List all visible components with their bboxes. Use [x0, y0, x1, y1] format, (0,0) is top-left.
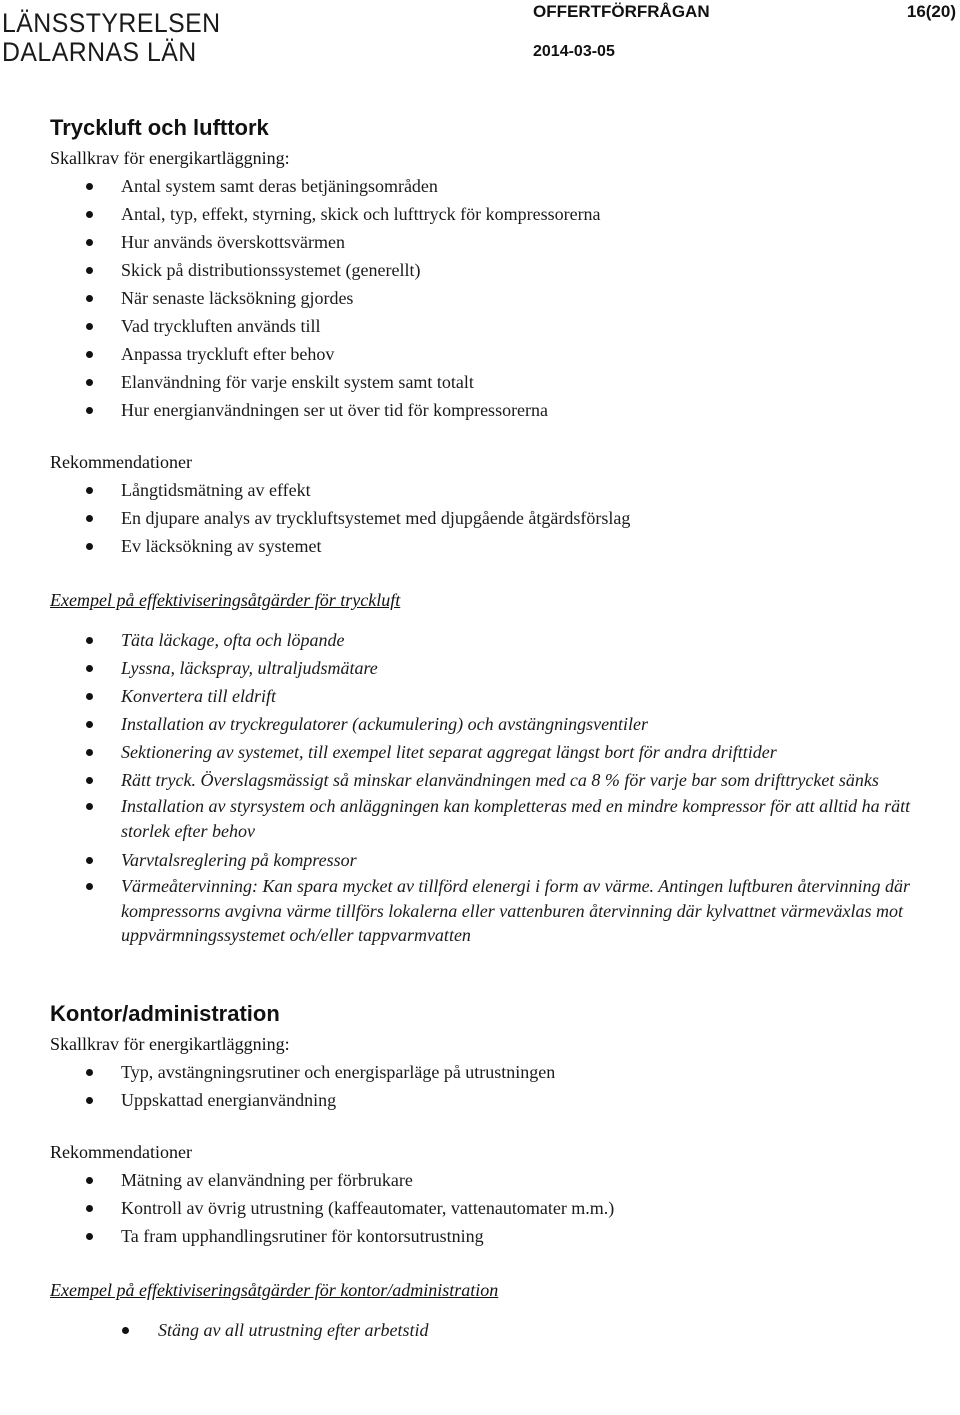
examples-list	[50, 1316, 950, 1344]
recommendations-list	[50, 1166, 950, 1250]
list-item: Sektionering av systemet, till exempel litet separat aggregat längst bort för andra drifttider	[50, 738, 950, 766]
list-item: Antal system samt deras betjäningsområden	[50, 172, 950, 200]
section-title: Kontor/administration	[50, 1000, 280, 1026]
list-item: Ev läcksökning av systemet	[50, 532, 950, 560]
list-item: Hur används överskottsvärmen	[50, 228, 950, 256]
list-item: Installation av styrsystem och anläggningen kan kompletteras med en mindre kompressor för att alltid ha rätt storlek efter behov	[50, 794, 950, 843]
list-item: Varvtalsreglering på kompressor	[50, 846, 950, 874]
recommendations-heading: Rekommendationer	[50, 452, 192, 472]
requirements-heading: Skallkrav för energikartläggning:	[50, 1033, 290, 1054]
examples-heading: Exempel på effektiviseringsåtgärder för tryckluft	[50, 590, 401, 610]
list-item: Värmeåtervinning: Kan spara mycket av tillförd elenergi i form av värme. Antingen luftburen återvinning där kompressorns avgivna värme tillförs lokalerna eller vattenburen återvinning där kylvattnet värmeväxlas mot uppvärmningssystemet och/eller tappvarmvatten	[50, 874, 950, 948]
document-type: OFFERTFÖRFRÅGAN	[533, 2, 710, 21]
list-item: När senaste läcksökning gjordes	[50, 284, 950, 312]
requirements-list	[50, 1058, 950, 1114]
list-item: Konvertera till eldrift	[50, 682, 950, 710]
list-item: Mätning av elanvändning per förbrukare	[50, 1166, 950, 1194]
recommendations-heading: Rekommendationer	[50, 1141, 192, 1162]
list-item: Täta läckage, ofta och löpande	[50, 626, 950, 654]
list-item: Långtidsmätning av effekt	[50, 476, 950, 504]
list-item: Ta fram upphandlingsrutiner för kontorsutrustning	[50, 1222, 950, 1250]
list-item: En djupare analys av tryckluftsystemet med djupgående åtgärdsförslag	[50, 504, 950, 532]
document-body	[50, 112, 950, 1344]
section-title: Tryckluft och lufttork	[50, 115, 269, 140]
examples-heading: Exempel på effektiviseringsåtgärder för kontor/administration	[50, 1279, 499, 1300]
list-item: Elanvändning för varje enskilt system samt totalt	[50, 368, 950, 396]
list-item: Typ, avstängningsrutiner och energisparläge på utrustningen	[50, 1058, 950, 1086]
section-tryckluft	[50, 112, 950, 948]
list-item: Stäng av all utrustning efter arbetstid	[50, 1316, 950, 1344]
list-item: Lyssna, läckspray, ultraljudsmätare	[50, 654, 950, 682]
list-item: Kontroll av övrig utrustning (kaffeautomater, vattenautomater m.m.)	[50, 1194, 950, 1222]
page-number: 16(20)	[906, 2, 956, 21]
list-item: Rätt tryck. Överslagsmässigt så minskar elanvändningen med ca 8 % för varje bar som drifttrycket sänks	[50, 766, 950, 794]
list-item: Vad tryckluften används till	[50, 312, 950, 340]
list-item: Uppskattad energianvändning	[50, 1086, 950, 1114]
section-kontor	[50, 998, 950, 1344]
requirements-heading: Skallkrav för energikartläggning:	[50, 148, 290, 168]
document-date: 2014-03-05	[533, 43, 615, 60]
logo-line-1: LÄNSSTYRELSEN	[2, 8, 221, 38]
requirements-list	[50, 172, 950, 424]
examples-list	[50, 626, 950, 948]
recommendations-list	[50, 476, 950, 560]
list-item: Hur energianvändningen ser ut över tid för kompressorerna	[50, 396, 950, 424]
logo-line-2: DALARNAS LÄN	[2, 37, 197, 67]
list-item: Anpassa tryckluft efter behov	[50, 340, 950, 368]
lansstyrelsen-logo	[2, 9, 224, 67]
list-item: Skick på distributionssystemet (generellt)	[50, 256, 950, 284]
list-item: Antal, typ, effekt, styrning, skick och lufttryck för kompressorerna	[50, 200, 950, 228]
list-item: Installation av tryckregulatorer (ackumulering) och avstängningsventiler	[50, 710, 950, 738]
